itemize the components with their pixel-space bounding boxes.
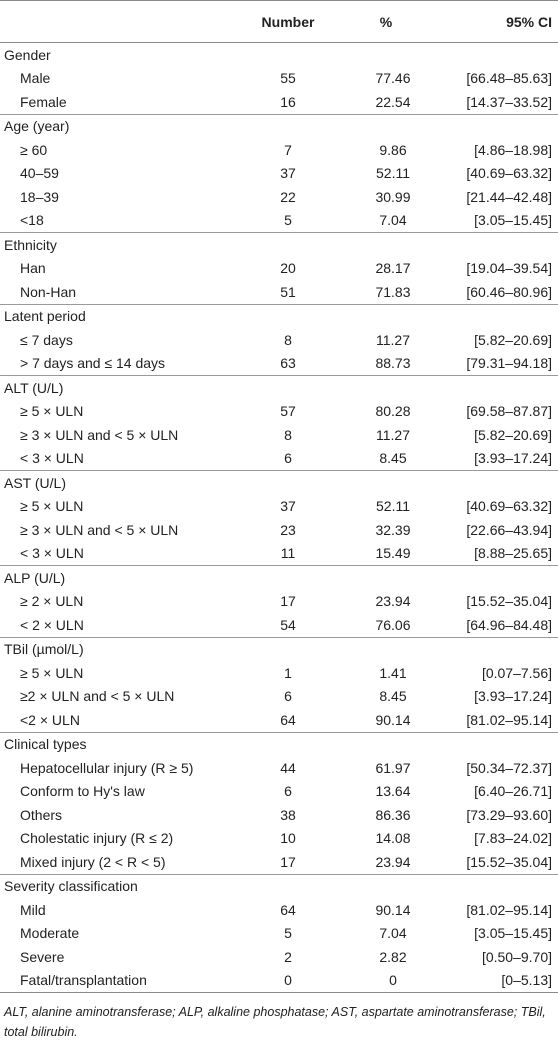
table-row: [0, 803, 558, 827]
table-row: [0, 257, 558, 281]
row-ci: [64.96–84.48]: [466, 616, 552, 633]
table-row: [0, 280, 558, 304]
section-row: [0, 43, 558, 67]
row-percent: 30.99: [375, 188, 411, 205]
row-label: ≥ 2 × ULN: [20, 593, 84, 610]
row-percent: 76.06: [375, 616, 411, 633]
row-ci: [3.05–15.45]: [474, 925, 552, 942]
table-body: [0, 43, 558, 993]
row-percent: 11.27: [376, 426, 410, 443]
table-row: [0, 138, 558, 162]
row-number: 2: [284, 948, 292, 965]
section-title: Age (year): [0, 114, 558, 138]
row-label: Severe: [20, 948, 65, 965]
table-row: [0, 969, 558, 993]
row-number: 5: [284, 925, 292, 942]
section-row: [0, 874, 558, 898]
section-title: Latent period: [0, 304, 558, 328]
table-row: [0, 756, 558, 780]
row-number: 55: [280, 70, 296, 87]
row-number: 6: [284, 688, 292, 705]
row-number: 17: [280, 853, 296, 870]
row-ci: [19.04–39.54]: [466, 260, 552, 277]
table-row: [0, 945, 558, 969]
row-percent: 9.86: [379, 141, 407, 158]
row-number: 20: [280, 260, 296, 277]
row-ci: [8.88–25.65]: [474, 545, 552, 562]
row-ci: [79.31–94.18]: [466, 355, 552, 372]
row-ci: [66.48–85.63]: [466, 70, 552, 87]
row-number: 64: [280, 711, 296, 728]
row-percent: 28.17: [375, 260, 411, 277]
row-ci: [0.50–9.70]: [481, 948, 552, 965]
row-percent: 7.04: [379, 925, 407, 942]
row-number: 57: [280, 403, 296, 420]
row-ci: [15.52–35.04]: [466, 593, 552, 610]
table-row: [0, 495, 558, 519]
table-row: [0, 90, 558, 114]
row-percent: 61.97: [375, 759, 411, 776]
section-title: Gender: [4, 46, 51, 63]
row-ci: [7.83–24.02]: [474, 830, 552, 847]
table-row: [0, 352, 558, 376]
row-ci: [60.46–80.96]: [466, 283, 552, 300]
row-label: > 7 days and ≤ 14 days: [20, 355, 166, 372]
section-row: [0, 732, 558, 756]
row-number: 64: [280, 901, 296, 918]
row-number: 1: [284, 664, 292, 681]
table-row: [0, 685, 558, 709]
row-ci: [5.82–20.69]: [474, 331, 552, 348]
row-percent: 77.46: [375, 70, 411, 87]
table-footnote: ALT, alanine aminotransferase; ALP, alkaline phosphatase; AST, aspartate aminotransferase; TBil, total bilirubin.: [4, 1005, 546, 1039]
row-percent: 88.73: [375, 355, 411, 372]
row-label: 40–59: [20, 165, 59, 182]
row-ci: [0.07–7.56]: [481, 664, 552, 681]
row-label: Conform to Hy's law: [20, 783, 145, 800]
row-number: 44: [280, 759, 296, 776]
row-percent: 2.82: [379, 948, 407, 965]
section-title: Ethnicity: [0, 233, 558, 257]
section-title: TBil (µmol/L): [0, 637, 558, 661]
row-percent: 90.14: [375, 901, 411, 918]
row-number: 7: [284, 141, 292, 158]
row-ci: [6.40–26.71]: [474, 783, 552, 800]
row-label: ≤ 7 days: [20, 331, 73, 348]
row-percent: 7.04: [379, 212, 407, 229]
section-row: [0, 637, 558, 661]
table-row: [0, 542, 558, 566]
row-label: Moderate: [20, 925, 80, 942]
row-label: < 2 × ULN: [20, 616, 84, 633]
row-ci: [69.58–87.87]: [466, 403, 552, 420]
row-number: 6: [284, 450, 292, 467]
row-number: 17: [280, 593, 296, 610]
row-number: 54: [280, 616, 296, 633]
section-row: [0, 376, 558, 400]
row-label: Non-Han: [20, 283, 77, 300]
row-number: 37: [280, 498, 296, 515]
table-row: [0, 185, 558, 209]
row-label: ≥ 3 × ULN and < 5 × ULN: [20, 521, 179, 538]
row-ci: [81.02–95.14]: [466, 711, 552, 728]
table-row: [0, 209, 558, 233]
row-percent: 11.27: [376, 331, 410, 348]
section-row: [0, 114, 558, 138]
table-row: [0, 922, 558, 946]
row-ci: [40.69–63.32]: [466, 498, 552, 515]
row-percent: 8.45: [379, 450, 407, 467]
row-label: Han: [20, 260, 46, 277]
row-number: 5: [284, 212, 292, 229]
table-row: [0, 447, 558, 471]
row-percent: 0: [338, 969, 434, 993]
row-label: ≥ 5 × ULN: [20, 403, 84, 420]
row-percent: 15.49: [375, 545, 411, 562]
table-row: [0, 661, 558, 685]
section-row: [0, 566, 558, 590]
header-label: [0, 1, 238, 43]
row-percent: 22.54: [375, 93, 411, 110]
row-ci: [81.02–95.14]: [466, 901, 552, 918]
row-ci: [73.29–93.60]: [466, 806, 552, 823]
row-percent: 52.11: [376, 165, 410, 182]
section-row: [0, 304, 558, 328]
row-percent: 23.94: [375, 593, 411, 610]
row-ci: [50.34–72.37]: [466, 759, 552, 776]
row-number: 6: [284, 783, 292, 800]
row-label: Cholestatic injury (R ≤ 2): [20, 830, 174, 847]
table-row: [0, 590, 558, 614]
header-row: [0, 1, 558, 43]
row-percent: 14.08: [375, 830, 411, 847]
section-title: AST (U/L): [0, 471, 558, 495]
row-ci: [22.66–43.94]: [466, 521, 552, 538]
row-number: 23: [280, 521, 296, 538]
row-ci: [14.37–33.52]: [466, 93, 552, 110]
row-label: Others: [20, 806, 63, 823]
row-number: 0: [238, 969, 338, 993]
row-ci: [40.69–63.32]: [466, 165, 552, 182]
row-number: 8: [284, 331, 292, 348]
row-label: < 3 × ULN: [20, 450, 84, 467]
table-row: [0, 423, 558, 447]
row-label: Hepatocellular injury (R ≥ 5): [20, 759, 194, 776]
row-label: Mixed injury (2 < R < 5): [20, 853, 166, 870]
table-row: [0, 708, 558, 732]
header-number: Number: [238, 1, 338, 43]
row-ci: [3.93–17.24]: [474, 450, 552, 467]
row-percent: 8.45: [379, 688, 407, 705]
section-row: [0, 233, 558, 257]
row-ci: [15.52–35.04]: [466, 853, 552, 870]
section-title: Severity classification: [0, 874, 558, 898]
row-ci: [4.86–18.98]: [474, 141, 552, 158]
table-row: [0, 898, 558, 922]
row-label: Mild: [20, 901, 46, 918]
header-percent: %: [338, 1, 434, 43]
row-percent: 71.83: [375, 283, 411, 300]
section-title: ALP (U/L): [0, 566, 558, 590]
row-label: ≥ 3 × ULN and < 5 × ULN: [20, 426, 179, 443]
row-percent: 90.14: [375, 711, 411, 728]
table-row: [0, 850, 558, 874]
row-label: <2 × ULN: [20, 711, 80, 728]
row-ci: [21.44–42.48]: [466, 188, 552, 205]
header-ci: 95% CI: [434, 1, 558, 43]
table-row: [0, 780, 558, 804]
row-percent: 52.11: [376, 498, 410, 515]
table-row: [0, 162, 558, 186]
section-title: ALT (U/L): [0, 376, 558, 400]
row-ci: [0–5.13]: [434, 969, 558, 993]
row-number: 22: [280, 188, 296, 205]
row-number: 63: [280, 355, 296, 372]
row-percent: 80.28: [375, 403, 411, 420]
row-percent: 23.94: [375, 853, 411, 870]
table-row: [0, 67, 558, 91]
row-ci: [3.93–17.24]: [474, 688, 552, 705]
row-label: ≥2 × ULN and < 5 × ULN: [20, 688, 175, 705]
table-row: [0, 518, 558, 542]
row-number: 16: [280, 93, 296, 110]
row-ci: [3.05–15.45]: [474, 212, 552, 229]
row-label: Fatal/transplantation: [0, 969, 238, 993]
row-number: 51: [280, 283, 296, 300]
section-title: Clinical types: [0, 732, 558, 756]
table-row: [0, 400, 558, 424]
row-label: < 3 × ULN: [20, 545, 84, 562]
row-ci: [5.82–20.69]: [474, 426, 552, 443]
table-row: [0, 827, 558, 851]
row-number: 8: [284, 426, 292, 443]
row-label: Female: [20, 93, 67, 110]
row-label: ≥ 60: [20, 141, 48, 158]
row-number: 10: [280, 830, 296, 847]
row-label: <18: [20, 212, 44, 229]
table-row: [0, 328, 558, 352]
row-label: 18–39: [20, 188, 59, 205]
row-number: 38: [280, 806, 296, 823]
row-label: Male: [20, 70, 51, 87]
row-percent: 1.41: [379, 664, 407, 681]
row-number: 11: [280, 545, 296, 562]
table-row: [0, 613, 558, 637]
row-label: ≥ 5 × ULN: [20, 498, 84, 515]
row-percent: 86.36: [375, 806, 411, 823]
row-percent: 32.39: [375, 521, 411, 538]
row-number: 37: [280, 165, 296, 182]
row-label: ≥ 5 × ULN: [20, 664, 84, 681]
row-percent: 13.64: [375, 783, 411, 800]
section-row: [0, 471, 558, 495]
